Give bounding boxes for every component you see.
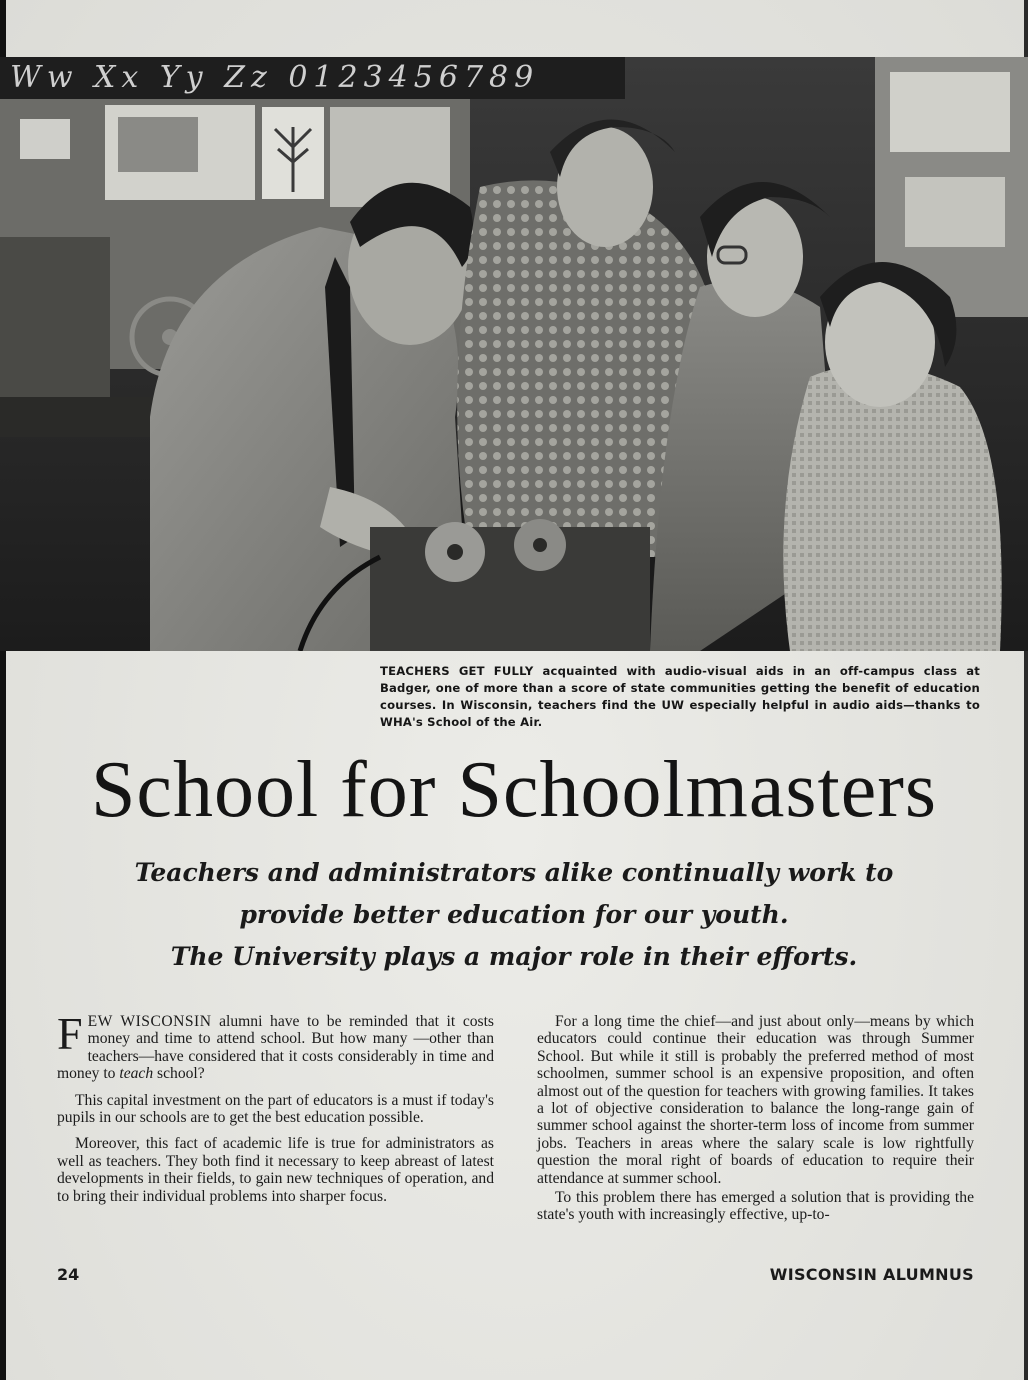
woman-figure-3 bbox=[783, 364, 1001, 651]
deck-line-2: provide better education for our youth. bbox=[239, 900, 789, 929]
paragraph: To this problem there has emerged a solution that is providing the state's youth with increasingly effective, up-to- bbox=[537, 1189, 974, 1224]
paragraph-text: school? bbox=[153, 1065, 205, 1083]
page-number: 24 bbox=[57, 1265, 80, 1284]
paragraph bbox=[57, 1008, 495, 1083]
photo-illustration bbox=[0, 57, 1028, 651]
paragraph: Moreover, this fact of academic life is true for administrators as well as teachers. They both find it necessary to keep abreast of latest developments in their fields, to gain new techniques of operation, and to bring their individual problems into sharper focus. bbox=[57, 1135, 494, 1205]
body-column-right bbox=[537, 1013, 974, 1233]
caption-text: acquainted with audio-visual aids in an off-campus class at Badger, one of more than a score of state communities getting the benefit of education courses. In Wisconsin, teachers find the UW especially helpful in audio aids—thanks to WHA's School of the Air. bbox=[380, 664, 980, 729]
magazine-name: WISCONSIN ALUMNUS bbox=[769, 1265, 974, 1284]
lead-in: EW WISCONSIN bbox=[87, 1013, 212, 1030]
body-column-left bbox=[57, 1008, 495, 1214]
article-headline: School for Schoolmasters bbox=[90, 746, 938, 834]
deck-line-1: Teachers and administrators alike continually work to bbox=[134, 858, 894, 887]
photograph bbox=[0, 57, 1028, 651]
caption-lead: TEACHERS GET FULLY bbox=[380, 664, 534, 678]
article-deck bbox=[60, 852, 968, 978]
chalkboard-text: Ww Xx Yy Zz 0123456789 bbox=[10, 60, 540, 95]
paragraph-text: alumni have to be reminded that it costs money and time to attend school. But how many —other than teachers—have considered that it costs considerably in time and money to bbox=[57, 1013, 495, 1083]
drop-cap: F bbox=[57, 1008, 83, 1059]
tape-recorder bbox=[370, 527, 650, 651]
deck-line-3: The University plays a major role in their efforts. bbox=[170, 942, 858, 971]
paragraph: For a long time the chief—and just about only—means by which educators could continue their education was through Summer School. But while it still is probably the preferred method of most schoolmen, summer school is an expensive proposition, and often almost out of the question for teachers with growing families. It takes a lot of objective consideration to balance the long-range gain of summer school against the shorter-term loss of income from summer jobs. Teachers in areas where the salary scale is low rightfully question the moral right of boards of education to require their attendance at summer school. bbox=[537, 1013, 974, 1187]
photo-caption bbox=[380, 663, 980, 731]
paragraph: This capital investment on the part of educators is a must if today's pupils in our schools are to get the best education possible. bbox=[57, 1091, 494, 1127]
emphasis: teach bbox=[119, 1065, 154, 1083]
